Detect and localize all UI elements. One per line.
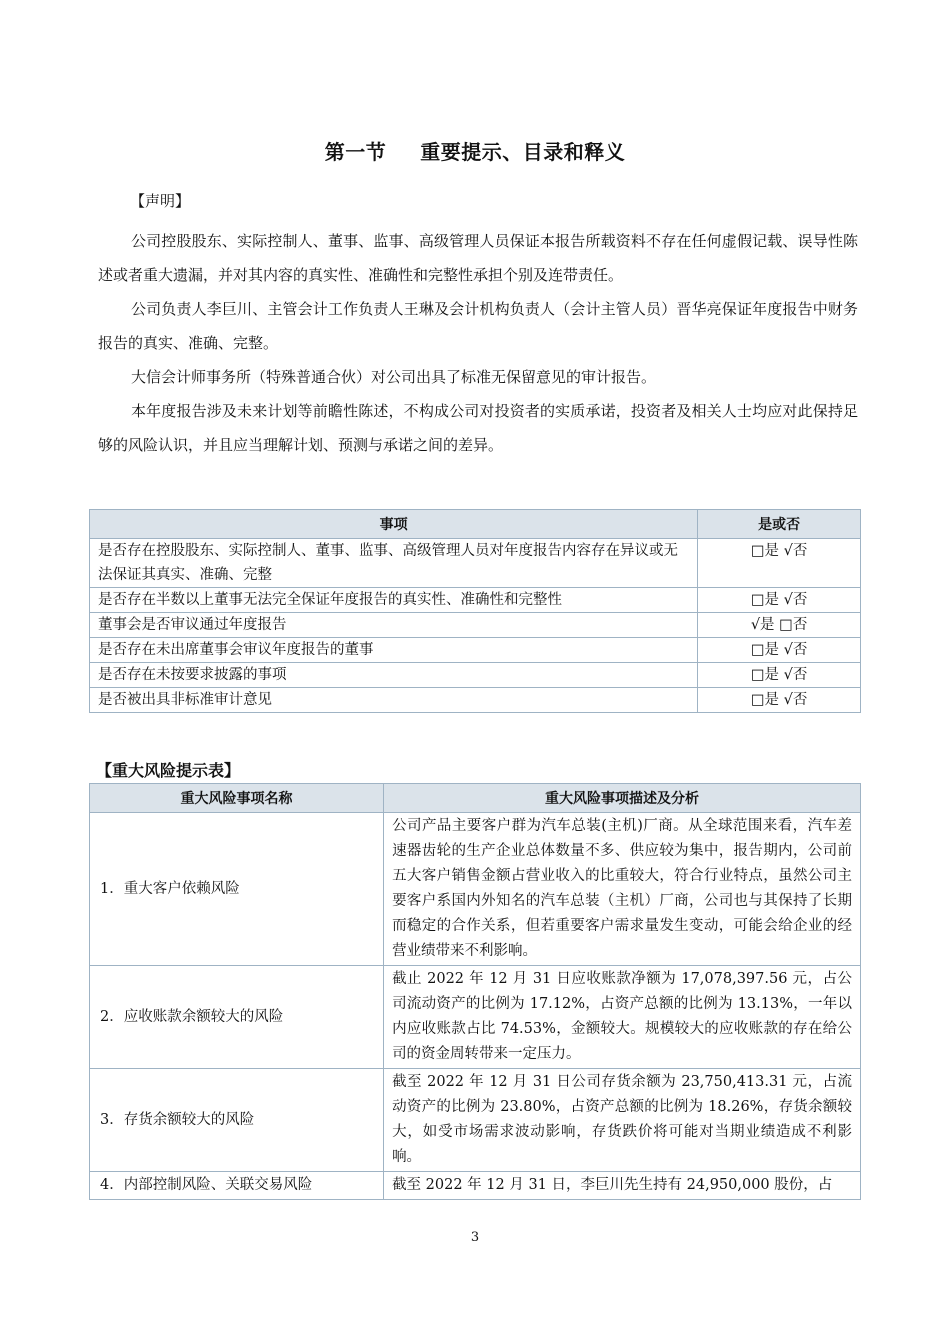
matter-item: 是否存在控股股东、实际控制人、董事、监事、高级管理人员对年度报告内容存在异议或无法保证其真实、准确、完整 (90, 539, 698, 588)
table-row (90, 688, 861, 713)
table-header-row (90, 510, 861, 539)
matter-answer: □是 √否 (698, 588, 861, 613)
risk-table-title: 【重大风险提示表】 (96, 761, 241, 780)
table-row (90, 588, 861, 613)
matter-item: 是否存在半数以上董事无法完全保证年度报告的真实性、准确性和完整性 (90, 588, 698, 613)
table-row (90, 966, 861, 1069)
matter-answer: √是 □否 (698, 613, 861, 638)
matter-item: 是否存在未按要求披露的事项 (90, 663, 698, 688)
matter-item: 是否被出具非标准审计意见 (90, 688, 698, 713)
risk-description: 截至 2022 年 12 月 31 日公司存货余额为 23,750,413.31 元，占流动资产的比例为 23.80%，占资产总额的比例为 18.26%，存货余额较大，如受市场需求波动影响，存货跌价将可能对当期业绩造成不利影响。 (384, 1069, 861, 1172)
table-row (90, 1172, 861, 1200)
table-row (90, 813, 861, 966)
declaration-paragraph: 大信会计师事务所（特殊普通合伙）对公司出具了标准无保留意见的审计报告。 (131, 368, 657, 386)
matter-answer: □是 √否 (698, 638, 861, 663)
matters-table (89, 509, 861, 713)
matter-item: 是否存在未出席董事会审议年度报告的董事 (90, 638, 698, 663)
declaration-paragraph: 本年度报告涉及未来计划等前瞻性陈述，不构成公司对投资者的实质承诺，投资者及相关人士均应对此保持足够的风险认识，并且应当理解计划、预测与承诺之间的差异。 (98, 402, 858, 454)
table-row (90, 539, 861, 588)
matter-answer: □是 √否 (698, 539, 861, 588)
table-row (90, 613, 861, 638)
risk-name: 4．内部控制风险、关联交易风险 (90, 1172, 384, 1200)
table-row (90, 663, 861, 688)
declaration-paragraph: 公司负责人李巨川、主管会计工作负责人王琳及会计机构负责人（会计主管人员）晋华亮保证年度报告中财务报告的真实、准确、完整。 (98, 300, 858, 352)
page-title (0, 136, 950, 165)
risk-name: 3．存货余额较大的风险 (90, 1069, 384, 1172)
matter-answer: □是 √否 (698, 663, 861, 688)
declaration-title: 【声明】 (130, 192, 191, 210)
risk-description: 截至 2022 年 12 月 31 日，李巨川先生持有 24,950,000 股份，占 (384, 1172, 861, 1200)
table-row (90, 638, 861, 663)
column-header: 重大风险事项名称 (90, 784, 384, 813)
column-header: 重大风险事项描述及分析 (384, 784, 861, 813)
section-title: 重要提示、目录和释义 (420, 140, 626, 164)
declaration-body (98, 224, 858, 462)
page-number: 3 (470, 1230, 480, 1245)
column-header: 事项 (90, 510, 698, 539)
risk-table (89, 783, 861, 1200)
risk-description: 截止 2022 年 12 月 31 日应收账款净额为 17,078,397.56 元，占公司流动资产的比例为 17.12%，占资产总额的比例为 13.13%，一年以内应收账款占比 74.53%，金额较大。规模较大的应收账款的存在给公司的资金周转带来一定压力。 (384, 966, 861, 1069)
matter-answer: □是 √否 (698, 688, 861, 713)
risk-description: 公司产品主要客户群为汽车总装(主机)厂商。从全球范围来看，汽车差速器齿轮的生产企业总体数量不多、供应较为集中，报告期内，公司前五大客户销售金额占营业收入的比重较大，符合行业特点，虽然公司主要客户系国内外知名的汽车总装（主机）厂商，公司也与其保持了长期而稳定的合作关系，但若重要客户需求量发生变动，可能会给企业的经营业绩带来不利影响。 (384, 813, 861, 966)
table-header-row (90, 784, 861, 813)
risk-name: 1．重大客户依赖风险 (90, 813, 384, 966)
matter-item: 董事会是否审议通过年度报告 (90, 613, 698, 638)
section-number: 第一节 (324, 140, 387, 164)
column-header: 是或否 (698, 510, 861, 539)
risk-name: 2．应收账款余额较大的风险 (90, 966, 384, 1069)
declaration-paragraph: 公司控股股东、实际控制人、董事、监事、高级管理人员保证本报告所载资料不存在任何虚假记载、误导性陈述或者重大遗漏，并对其内容的真实性、准确性和完整性承担个别及连带责任。 (98, 232, 858, 284)
table-row (90, 1069, 861, 1172)
